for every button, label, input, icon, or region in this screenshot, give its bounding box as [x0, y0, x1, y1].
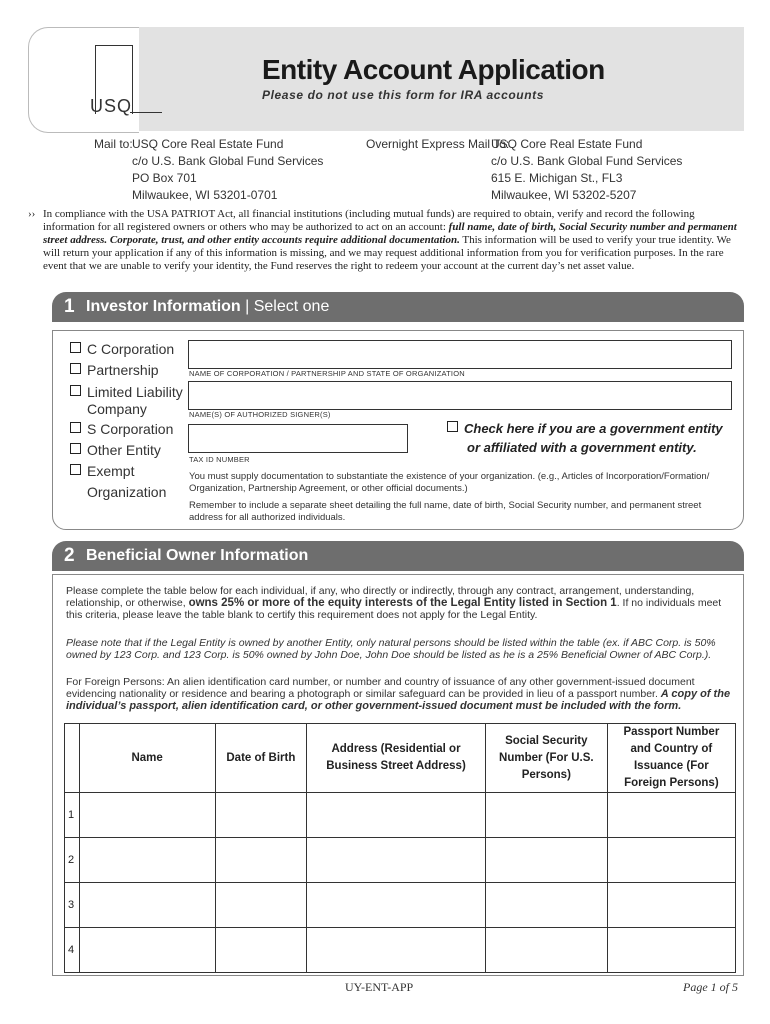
- overnight-line: USQ Core Real Estate Fund: [491, 137, 643, 151]
- table-row: [65, 883, 736, 928]
- compliance-bold: full name, date of birth, Social Security number and permanent street address. Corporate, trust, and other entity accounts require additional documentation.: [43, 221, 737, 246]
- gov-line-1: Check here if you are a government entity: [464, 421, 723, 436]
- documentation-note: You must supply documentation to substantiate the existence of your organization. (e.g., Articles of Incorporation/Formation/ Organization, Partnership Agreement, or other official documents.): [189, 471, 710, 494]
- intro-bold: owns 25% or more of the equity interests of the Legal Entity listed in Section 1: [188, 597, 617, 609]
- option-other-entity[interactable]: [70, 441, 161, 459]
- ssn-cell[interactable]: [485, 838, 607, 883]
- section-2-intro: [66, 585, 736, 621]
- ssn-cell[interactable]: [485, 928, 607, 973]
- option-c-corporation[interactable]: [70, 340, 174, 358]
- row-number-header: [65, 724, 80, 793]
- passport-cell[interactable]: [607, 883, 735, 928]
- option-label: S Corporation: [87, 421, 174, 437]
- address-cell[interactable]: [307, 838, 486, 883]
- passport-cell[interactable]: [607, 838, 735, 883]
- option-llc-cont: Company: [87, 401, 147, 417]
- section-number: 1: [64, 296, 75, 317]
- compliance-notice: [28, 208, 746, 273]
- authorized-signers-field[interactable]: [188, 381, 732, 410]
- option-exempt-cont: Organization: [87, 484, 167, 500]
- ssn-cell[interactable]: [485, 793, 607, 838]
- dob-cell[interactable]: [215, 883, 307, 928]
- foreign-persons-note: [66, 676, 736, 712]
- name-cell[interactable]: [79, 838, 215, 883]
- mail-line: Milwaukee, WI 53201-0701: [132, 188, 278, 202]
- name-cell[interactable]: [79, 883, 215, 928]
- compliance-text: In compliance with the USA PATRIOT Act, all financial institutions (including mutual funds) are required to obtain, verify and record the following information for all registered owners or others who may be authorized to act on an account:: [43, 208, 695, 233]
- option-label: Exempt: [87, 463, 135, 479]
- address-cell[interactable]: [307, 793, 486, 838]
- mail-line: PO Box 701: [132, 171, 197, 185]
- option-exempt[interactable]: [70, 462, 134, 480]
- foreign-bold: A copy of the individual’s passport, alien identification card, or other government-issued document must be included with the form.: [66, 688, 731, 712]
- overnight-line: c/o U.S. Bank Global Fund Services: [491, 154, 683, 168]
- section-number: 2: [64, 545, 75, 566]
- section-title: Beneficial Owner Information: [86, 547, 309, 564]
- column-header: Passport Number and Country of Issuance (For Foreign Persons): [607, 724, 735, 793]
- dob-cell[interactable]: [215, 928, 307, 973]
- column-header: Name: [79, 724, 215, 793]
- gov-line-2: or affiliated with a government entity.: [467, 440, 697, 455]
- checkbox[interactable]: [447, 421, 458, 432]
- mail-label: Mail to:: [94, 137, 133, 151]
- checkbox[interactable]: [70, 464, 81, 475]
- logo: USQ: [90, 96, 133, 116]
- section-title: Investor Information: [86, 298, 241, 315]
- option-partnership[interactable]: [70, 361, 159, 379]
- name-cell[interactable]: [79, 793, 215, 838]
- overnight-line: Milwaukee, WI 53202-5207: [491, 188, 637, 202]
- overnight-label: Overnight Express Mail To:: [366, 137, 510, 151]
- passport-cell[interactable]: [607, 793, 735, 838]
- row-number: 2: [65, 838, 80, 883]
- column-header: Address (Residential or Business Street Address): [307, 724, 486, 793]
- overnight-line: 615 E. Michigan St., FL3: [491, 171, 623, 185]
- foreign-text: For Foreign Persons: An alien identification card number, or number and country of issuance of any other government-issued document evidencing nationality or residence and bearing a photograph or similar safeguard can be provided in lieu of a passport number.: [66, 676, 695, 700]
- option-label: C Corporation: [87, 341, 175, 357]
- option-s-corporation[interactable]: [70, 420, 173, 438]
- option-label: Partnership: [87, 362, 159, 378]
- corporation-name-label: NAME OF CORPORATION / PARTNERSHIP AND STATE OF ORGANIZATION: [189, 369, 465, 378]
- option-label: Limited Liability: [87, 384, 183, 400]
- overnight-address: [491, 136, 682, 204]
- checkbox[interactable]: [70, 342, 81, 353]
- column-header: Date of Birth: [215, 724, 307, 793]
- checkbox[interactable]: [70, 385, 81, 396]
- table-header-row: [65, 724, 736, 793]
- option-llc[interactable]: [70, 383, 183, 401]
- ssn-cell[interactable]: [485, 883, 607, 928]
- beneficial-owner-table: [64, 723, 736, 973]
- logo-underline: [130, 112, 162, 113]
- government-entity-checkbox[interactable]: [447, 419, 723, 438]
- checkbox[interactable]: [70, 422, 81, 433]
- row-number: 1: [65, 793, 80, 838]
- column-header: Social Security Number (For U.S. Persons): [485, 724, 607, 793]
- table-row: [65, 793, 736, 838]
- mail-line: c/o U.S. Bank Global Fund Services: [132, 154, 324, 168]
- compliance-text-2: This information will be used to verify your true identity. We will return your application if any of this information is missing, and we may request additional information from you for verification purposes. In the rare event that we are unable to verify your identity, the Fund reserves the right to redeem your account at the current day’s net asset value.: [43, 234, 731, 272]
- mail-line: USQ Core Real Estate Fund: [132, 137, 284, 151]
- checkbox[interactable]: [70, 443, 81, 454]
- dob-cell[interactable]: [215, 793, 307, 838]
- mail-address: [132, 136, 323, 204]
- legal-entity-note: Please note that if the Legal Entity is owned by another Entity, only natural persons should be listed within the table (ex. if ABC Corp. is 50% owned by 123 Corp. and 123 Corp. is 50% owned by John Doe, John Doe should be listed as he is a 25% Beneficial Owner of ABC Corp.).: [66, 637, 716, 661]
- address-cell[interactable]: [307, 928, 486, 973]
- passport-cell[interactable]: [607, 928, 735, 973]
- tax-id-field[interactable]: [188, 424, 408, 453]
- page-number: Page 1 of 5: [683, 980, 738, 994]
- section-2-header: [52, 541, 744, 571]
- row-number: 4: [65, 928, 80, 973]
- option-label: Other Entity: [87, 442, 161, 458]
- intro-text-2: . If no individuals meet this criteria, please leave the table blank to certify this requirement does not apply for the Legal Entity.: [66, 597, 722, 621]
- tax-id-label: TAX ID NUMBER: [189, 455, 250, 464]
- row-number: 3: [65, 883, 80, 928]
- dob-cell[interactable]: [215, 838, 307, 883]
- section-subtitle: | Select one: [240, 298, 330, 315]
- authorized-signers-label: NAME(S) OF AUTHORIZED SIGNER(S): [189, 410, 331, 419]
- table-row: [65, 838, 736, 883]
- page-subtitle: Please do not use this form for IRA accounts: [262, 88, 544, 102]
- intro-text: Please complete the table below for each individual, if any, who directly or indirectly, through any contract, arrangement, understanding, relationship, or otherwise,: [66, 585, 695, 609]
- table-row: [65, 928, 736, 973]
- arrow-icon: ››: [28, 208, 36, 220]
- section-1-header: [52, 292, 744, 322]
- separate-sheet-note: Remember to include a separate sheet detailing the full name, date of birth, Social Security number, and permanent street address for all authorized individuals.: [189, 500, 702, 523]
- page-title: Entity Account Application: [262, 54, 605, 85]
- checkbox[interactable]: [70, 363, 81, 374]
- address-cell[interactable]: [307, 883, 486, 928]
- corporation-name-field[interactable]: [188, 340, 732, 369]
- form-code: UY-ENT-APP: [345, 980, 414, 994]
- name-cell[interactable]: [79, 928, 215, 973]
